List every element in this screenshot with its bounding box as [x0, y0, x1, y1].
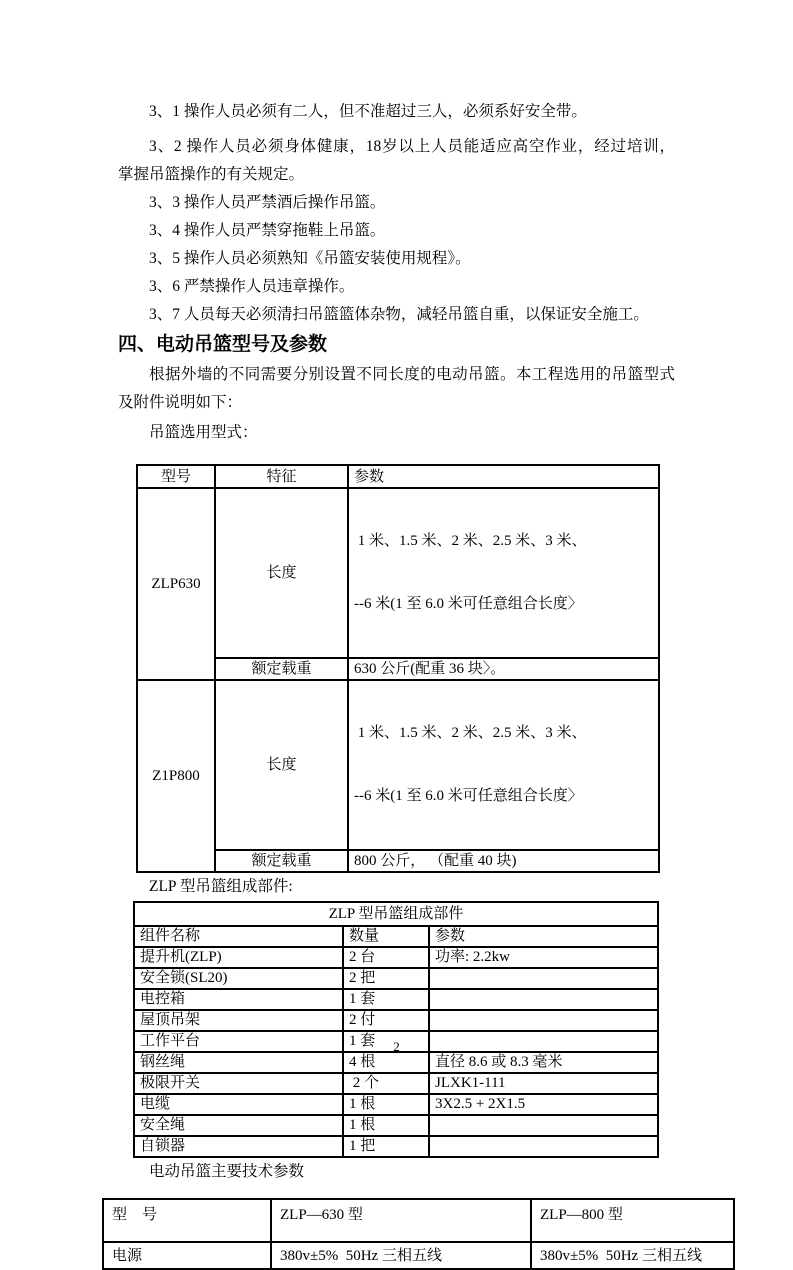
table-title-cell: ZLP 型吊篮组成部件	[134, 902, 658, 926]
tech-params-table	[102, 1198, 735, 1270]
table-row	[134, 1073, 658, 1094]
component-name-cell: 自锁器	[134, 1136, 343, 1157]
component-qty-cell: 1 根	[343, 1115, 429, 1136]
component-param-cell: 功率: 2.2kw	[429, 947, 658, 968]
param-cell	[348, 680, 659, 850]
rule-3-3: 3、3 操作人员严禁酒后操作吊篮。	[149, 194, 386, 211]
intro-line1: 根据外墙的不同需要分别设置不同长度的电动吊篮。本工程选用的吊篮型式	[149, 366, 675, 383]
component-qty-cell: 4 根	[343, 1052, 429, 1073]
param-value-cell-800: 380v±5% 50Hz 三相五线	[531, 1242, 734, 1269]
param-cell	[348, 488, 659, 658]
param-cell: 630 公斤(配重 36 块〉。	[348, 658, 659, 680]
table3-caption: 电动吊篮主要技术参数	[149, 1163, 305, 1180]
table1-caption: 吊篮选用型式：	[149, 424, 258, 441]
table-row	[134, 902, 658, 926]
table-row	[137, 658, 659, 680]
param-name-cell: 电源	[103, 1242, 271, 1269]
table-row	[137, 680, 659, 850]
table-row	[134, 1115, 658, 1136]
param-line2: --6 米(1 至 6.0 米可任意组合长度〉	[354, 596, 583, 612]
component-name-cell: 屋顶吊架	[134, 1010, 343, 1031]
header-cell-name: 组件名称	[134, 926, 343, 947]
table-row	[137, 465, 659, 488]
header-cell-param: 参数	[348, 465, 659, 488]
param-cell: 800 公斤， （配重 40 块)	[348, 850, 659, 872]
components-table	[133, 901, 659, 1158]
component-qty-cell: 2 把	[343, 968, 429, 989]
component-name-cell: 钢丝绳	[134, 1052, 343, 1073]
rule-3-2-line2: 掌握吊篮操作的有关规定。	[118, 166, 305, 183]
model-cell: ZLP630	[137, 488, 215, 680]
table2-caption: ZLP 型吊篮组成部件:	[149, 878, 293, 895]
rule-3-2	[118, 133, 675, 189]
component-name-cell: 安全锁(SL20)	[134, 968, 343, 989]
component-param-cell: 3X2.5 + 2X1.5	[429, 1094, 658, 1115]
component-name-cell: 提升机(ZLP)	[134, 947, 343, 968]
param-line1: 1 米、1.5 米、2 米、2.5 米、3 米、	[354, 533, 587, 549]
component-qty-cell: 1 套	[343, 1031, 429, 1052]
rule-3-1: 3、1 操作人员必须有二人，但不准超过三人，必须系好安全带。	[149, 103, 587, 120]
component-name-cell: 电缆	[134, 1094, 343, 1115]
component-param-cell	[429, 989, 658, 1010]
table-row	[103, 1199, 734, 1242]
rule-3-4: 3、4 操作人员严禁穿拖鞋上吊篮。	[149, 222, 386, 239]
rule-3-6: 3、6 严禁操作人员违章操作。	[149, 278, 355, 295]
intro-paragraph	[118, 361, 675, 417]
model-cell: Z1P800	[137, 680, 215, 872]
rule-3-5: 3、5 操作人员必须熟知《吊篮安装使用规程》。	[149, 250, 471, 267]
param-value-cell-630: 380v±5% 50Hz 三相五线	[271, 1242, 531, 1269]
feature-cell: 额定载重	[215, 850, 348, 872]
component-param-cell	[429, 968, 658, 989]
param-line1: 1 米、1.5 米、2 米、2.5 米、3 米、	[354, 725, 587, 741]
component-param-cell: 直径 8.6 或 8.3 毫米	[429, 1052, 658, 1073]
component-qty-cell: 2 个	[343, 1073, 429, 1094]
table-row	[134, 947, 658, 968]
table-row	[134, 926, 658, 947]
header-cell-param: 参数	[429, 926, 658, 947]
intro-line2: 及附件说明如下：	[118, 394, 243, 411]
component-name-cell: 安全绳	[134, 1115, 343, 1136]
basket-model-table	[136, 464, 660, 873]
component-name-cell: 工作平台	[134, 1031, 343, 1052]
table-row	[137, 488, 659, 658]
page-number: 2	[393, 1039, 400, 1054]
header-cell-zlp630: ZLP—630 型	[271, 1199, 531, 1242]
feature-cell: 额定载重	[215, 658, 348, 680]
rule-3-2-line1: 3、2 操作人员必须身体健康，18岁以上人员能适应高空作业，经过培训，	[149, 138, 675, 155]
table-row	[134, 1010, 658, 1031]
component-param-cell: JLXK1-111	[429, 1073, 658, 1094]
table-row	[134, 1094, 658, 1115]
component-param-cell	[429, 1010, 658, 1031]
component-qty-cell: 2 付	[343, 1010, 429, 1031]
component-name-cell: 极限开关	[134, 1073, 343, 1094]
header-cell-qty: 数量	[343, 926, 429, 947]
document-body	[112, 98, 702, 1270]
param-line2: --6 米(1 至 6.0 米可任意组合长度〉	[354, 788, 583, 804]
component-param-cell	[429, 1115, 658, 1136]
component-qty-cell: 2 台	[343, 947, 429, 968]
section-heading: 四、电动吊篮型号及参数	[118, 334, 328, 355]
header-cell-feature: 特征	[215, 465, 348, 488]
component-qty-cell: 1 套	[343, 989, 429, 1010]
feature-cell: 长度	[215, 680, 348, 850]
table-row	[103, 1242, 734, 1269]
header-cell-model: 型号	[137, 465, 215, 488]
table-row	[134, 1136, 658, 1157]
component-qty-cell: 1 把	[343, 1136, 429, 1157]
component-param-cell	[429, 1136, 658, 1157]
header-cell-zlp800: ZLP—800 型	[531, 1199, 734, 1242]
table-row	[134, 989, 658, 1010]
component-name-cell: 电控箱	[134, 989, 343, 1010]
table-row	[134, 968, 658, 989]
component-qty-cell: 1 根	[343, 1094, 429, 1115]
table-row	[137, 850, 659, 872]
header-cell-model: 型 号	[103, 1199, 271, 1242]
rule-3-7: 3、7 人员每天必须清扫吊篮篮体杂物，减轻吊篮自重，以保证安全施工。	[149, 306, 649, 323]
feature-cell: 长度	[215, 488, 348, 658]
